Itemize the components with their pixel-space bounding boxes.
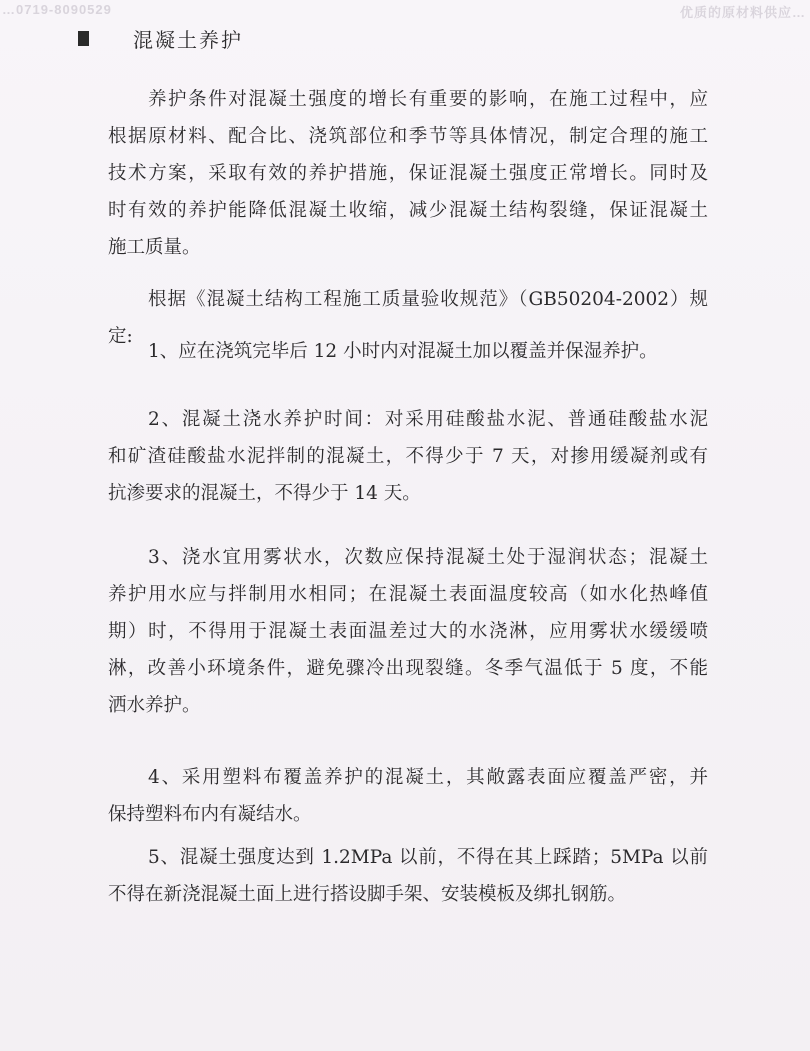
paragraph-2-line: 定: xyxy=(108,326,133,347)
paragraph-5-line: 3、浇水宜用雾状水，次数应保持混凝土处于湿润状态；混凝土 xyxy=(148,547,708,568)
section-title: 混凝土养护 xyxy=(133,28,243,52)
paragraph-1-line: 养护条件对混凝土强度的增长有重要的影响，在施工过程中，应 xyxy=(148,89,708,110)
paragraph-7-line: 5、混凝土强度达到 1.2MPa 以前，不得在其上踩踏；5MPa 以前 xyxy=(148,847,708,868)
paragraph-5-line: 洒水养护。 xyxy=(108,695,201,716)
paragraph-4-line: 2、混凝土浇水养护时间：对采用硅酸盐水泥、普通硅酸盐水泥 xyxy=(148,409,708,430)
paragraph-2-line: 根据《混凝土结构工程施工质量验收规范》（GB50204-2002）规 xyxy=(148,289,708,310)
paragraph-4-line: 抗渗要求的混凝土，不得少于 14 天。 xyxy=(108,483,421,504)
section-heading xyxy=(78,24,243,53)
paragraph-4-line: 和矿渣硅酸盐水泥拌制的混凝土，不得少于 7 天，对掺用缓凝剂或有 xyxy=(108,446,708,467)
paragraph-1-line: 根据原材料、配合比、浇筑部位和季节等具体情况，制定合理的施工 xyxy=(108,126,708,147)
faint-header-left: …0719-8090529 xyxy=(2,2,112,17)
paragraph-3-line: 1、应在浇筑完毕后 12 小时内对混凝土加以覆盖并保湿养护。 xyxy=(148,341,658,362)
paragraph-1-line: 技术方案，采取有效的养护措施，保证混凝土强度正常增长。同时及 xyxy=(108,163,708,184)
square-bullet-icon xyxy=(78,31,89,46)
paragraph-5-line: 养护用水应与拌制用水相同；在混凝土表面温度较高（如水化热峰值 xyxy=(108,584,708,605)
paragraph-1-line: 施工质量。 xyxy=(108,237,201,258)
paragraph-5-line: 淋，改善小环境条件，避免骤冷出现裂缝。冬季气温低于 5 度，不能 xyxy=(108,658,708,679)
paragraph-5-line: 期）时，不得用于混凝土表面温差过大的水浇淋，应用雾状水缓缓喷 xyxy=(108,621,708,642)
paragraph-6-line: 4、采用塑料布覆盖养护的混凝土，其敞露表面应覆盖严密，并 xyxy=(148,767,708,788)
paragraph-1-line: 时有效的养护能降低混凝土收缩，减少混凝土结构裂缝，保证混凝土 xyxy=(108,200,708,221)
paragraph-7-line: 不得在新浇混凝土面上进行搭设脚手架、安装模板及绑扎钢筋。 xyxy=(108,884,627,905)
faint-header-right: 优质的原材料供应… xyxy=(679,5,806,20)
paragraph-6-line: 保持塑料布内有凝结水。 xyxy=(108,804,312,825)
